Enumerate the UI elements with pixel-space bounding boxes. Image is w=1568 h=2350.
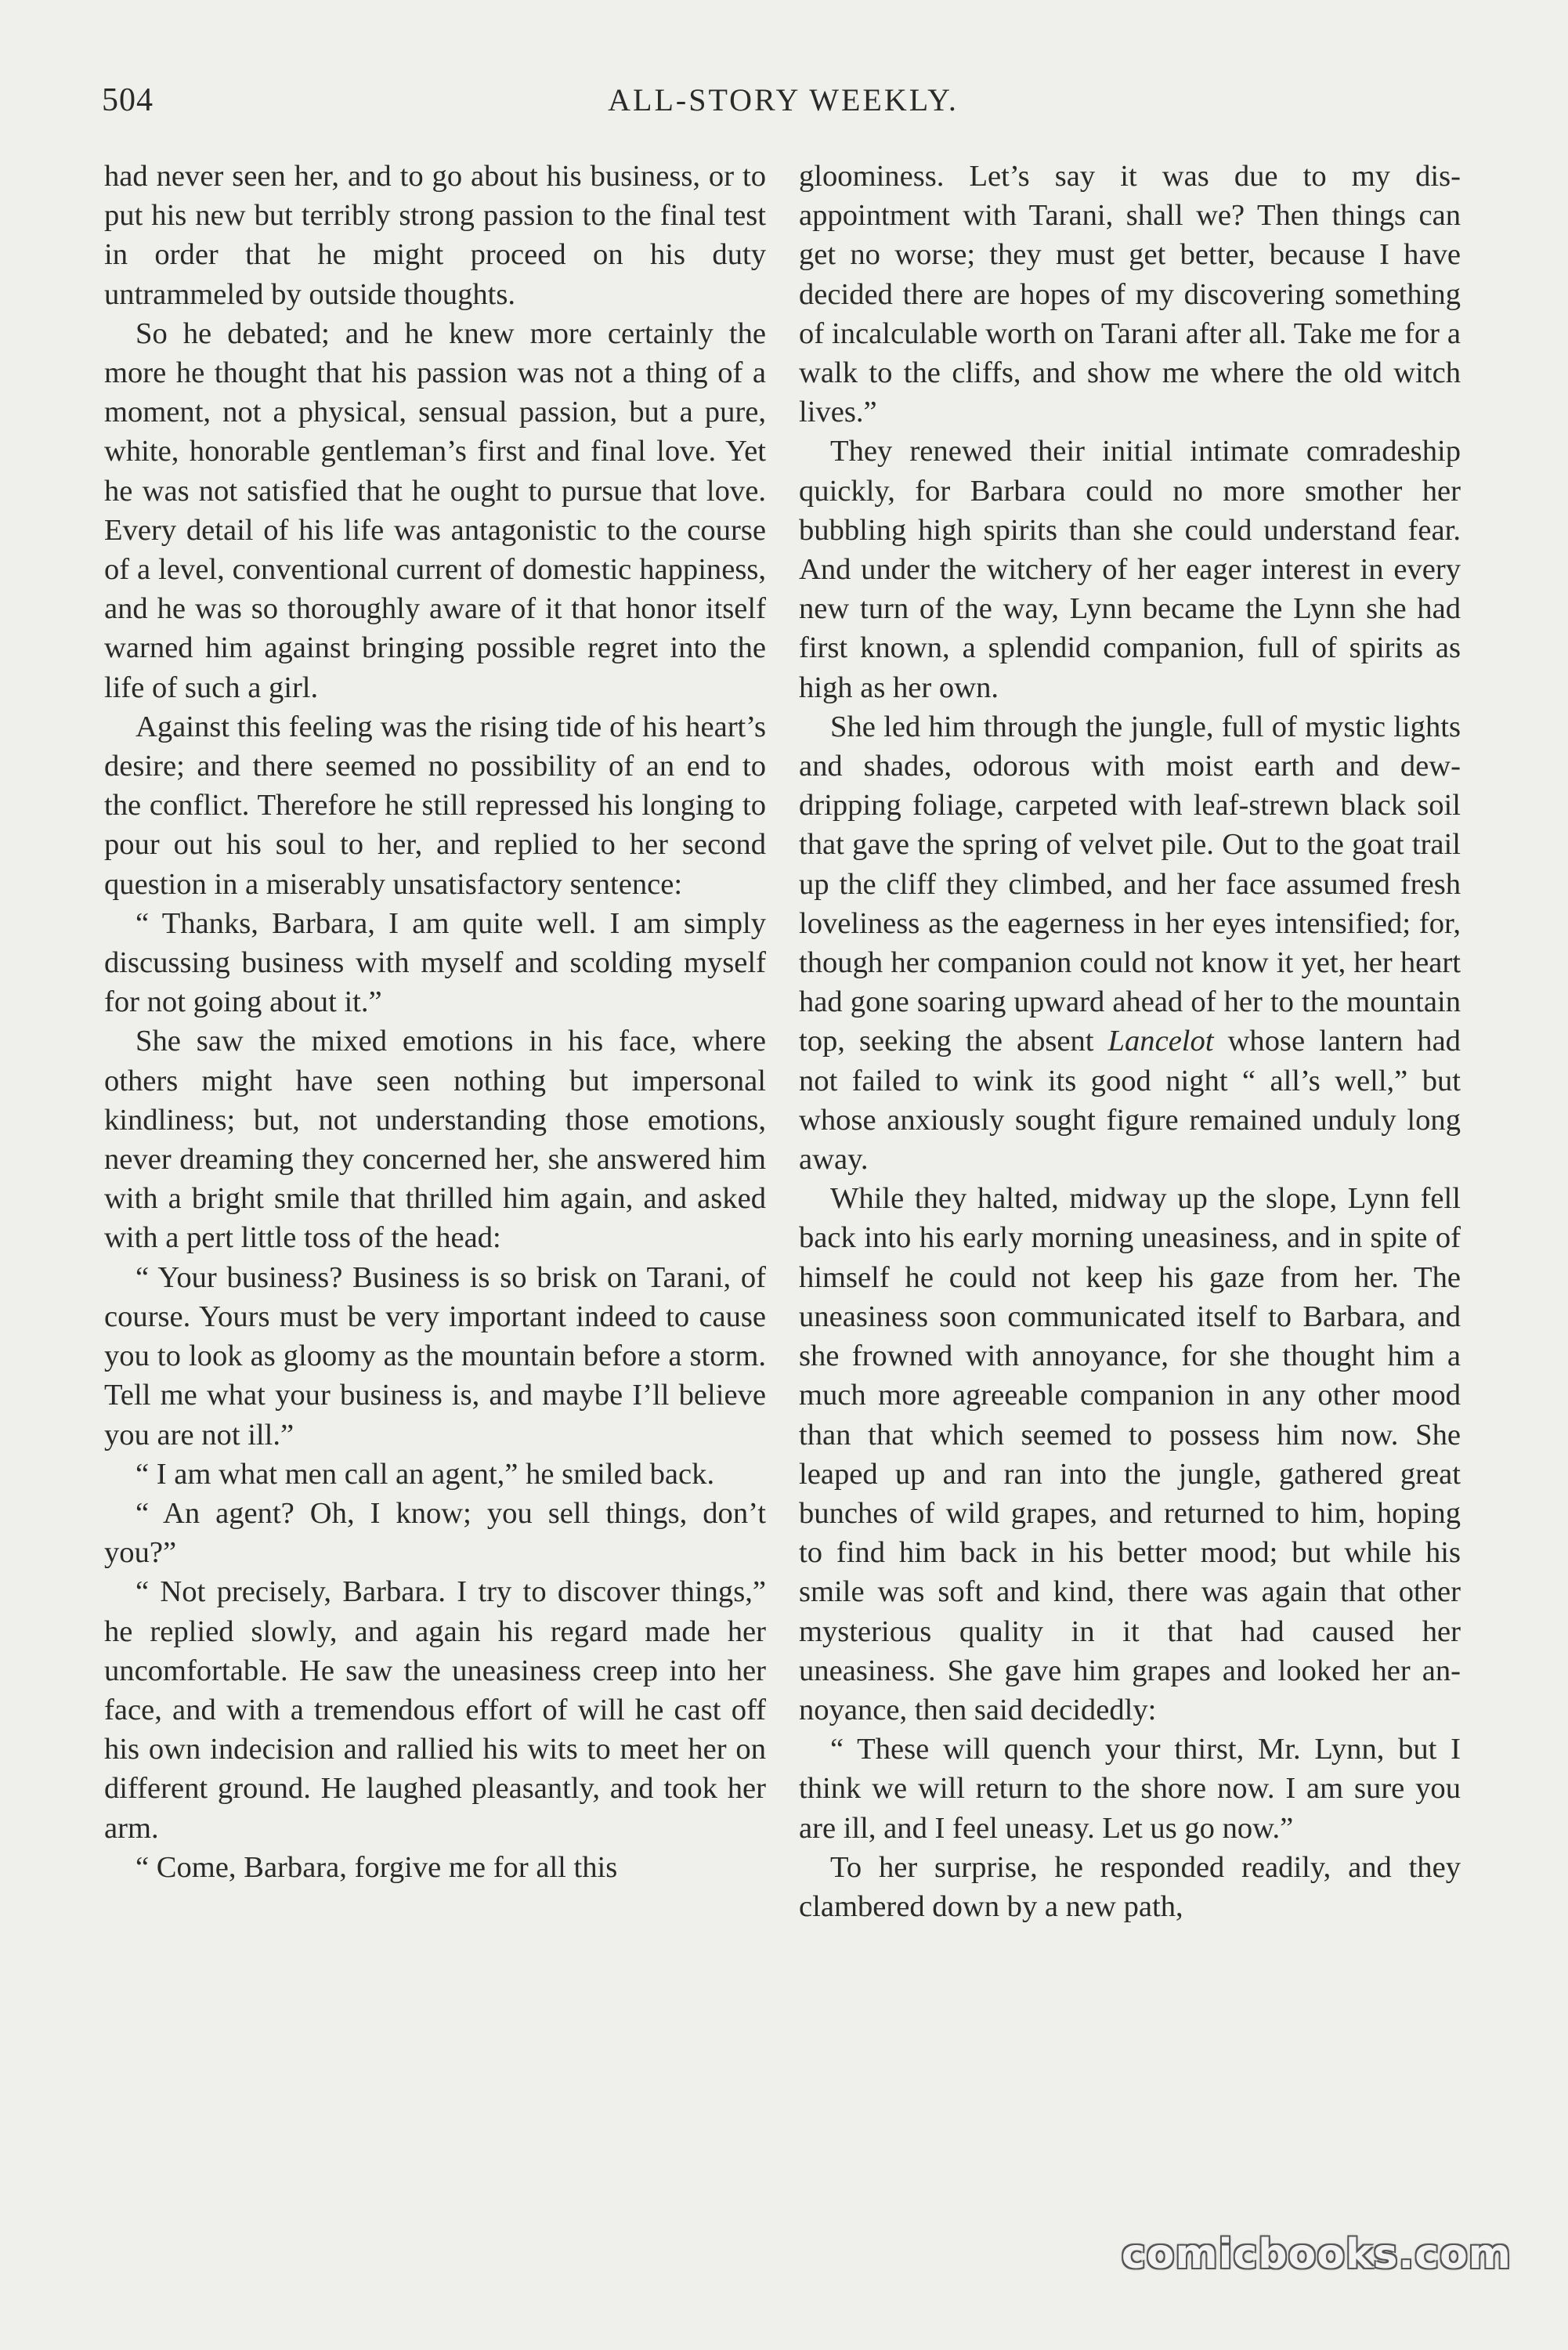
- paragraph: “ I am what men call an agent,” he smiled back.: [135, 1457, 715, 1491]
- paragraph: “ Thanks, Barbara, I am quite well. I am simply discussing business with myself and scolding myself for not going about it.”: [104, 906, 766, 1019]
- running-title: ALL-STORY WEEKLY.: [608, 82, 959, 118]
- paragraph: “ Your business? Business is so brisk on Tarani, of course. Yours must be very important indeed to cause you to look as gloomy as the mountain before a storm. Tell me what your business is, and maybe I’ll believe you are not ill.”: [104, 1260, 766, 1452]
- paragraph-text: whose lantern had not failed to wink its good night “ all’s well,” but whose anxiously sought figure remained unduly long away.: [799, 1025, 1461, 1177]
- page-header: [102, 81, 1465, 128]
- paragraph: gloominess. Let’s say it was due to my disappointment with Tarani, shall we? Then things can get no worse; they must get better, because I have decided there are hopes of my discovering something of incalculable worth on Tarani after all. Take me for a walk to the cliffs, and show me where the old witch lives.”: [799, 160, 1461, 429]
- paragraph: To her surprise, he responded readily, and they clambered down by a new path,: [799, 1850, 1461, 1923]
- paragraph: [799, 707, 1461, 1179]
- italic-name-lancelot: Lancelot: [1107, 1025, 1214, 1058]
- watermark: comicbooks.com: [1121, 2231, 1512, 2278]
- paragraph: “ An agent? Oh, I know; you sell things, don’t you?”: [104, 1496, 766, 1570]
- left-column: [104, 157, 766, 1887]
- page-number: 504: [102, 82, 154, 118]
- paragraph: “ Come, Barbara, forgive me for all this: [135, 1850, 618, 1884]
- paragraph: So he debated; and he knew more certainly the more he thought that his passion was not a thing of a moment, not a physical, sensual passion, but a pure, white, honorable gentleman’s first and final love. Yet he was not satisfied that he ought to pursue that love. Every detail of his life was antagonistic to the course of a level, conventional current of domestic happiness, and he was so thoroughly aware of it that honor itself warned him against bringing possible regret into the life of such a girl.: [104, 316, 766, 704]
- paragraph: “ These will quench your thirst, Mr. Lynn, but I think we will return to the shore now. I am sure you are ill, and I feel uneasy. Let us go now.”: [799, 1733, 1461, 1845]
- paragraph: Against this feeling was the rising tide of his heart’s desire; and there seemed no possibility of an end to the conflict. Therefore he still repressed his longing to pour out his soul to her, and replied to her second question in a miserably unsatisfactory sentence:: [104, 710, 766, 901]
- right-column: [799, 157, 1461, 1926]
- paragraph: While they halted, midway up the slope, Lynn fell back into his early morning uneasiness, and in spite of himself he could not keep his gaze from her. The uneasiness soon communicated itself to Barbara, and she frowned with annoyance, for she thought him a much more agreeable companion in any other mood than that which seemed to possess him now. She leaped up and ran into the jungle, gathered great bunches of wild grapes, and returned to him, hoping to find him back in his better mood; but while his smile was soft and kind, there was again that other mysterious quality in it that had caused her uneasiness. She gave him grapes and looked her annoyance, then said decidedly:: [799, 1182, 1461, 1726]
- paragraph: They renewed their initial intimate comradeship quickly, for Barbara could no more smother her bubbling high spirits than she could understand fear. And under the witchery of her eager interest in every new turn of the way, Lynn became the Lynn she had first known, a splendid companion, full of spirits as high as her own.: [799, 435, 1461, 704]
- paragraph-text: She led him through the jungle, full of mystic lights and shades, odorous with moist earth and dew-dripping foliage, carpeted with leaf-strewn black soil that gave the spring of velvet pile. Out to the goat trail up the cliff they climbed, and her face assumed fresh loveliness as the eagerness in her eyes intensified; for, though her companion could not know it yet, her heart had gone soaring upward ahead of her to the mountain top, seeking the absent: [799, 710, 1461, 1058]
- paragraph: had never seen her, and to go about his business, or to put his new but terribly strong passion to the final test in order that he might proceed on his duty untrammeled by outside thoughts.: [104, 160, 766, 311]
- paragraph: She saw the mixed emotions in his face, where others might have seen nothing but impersonal kindliness; but, not understanding those emotions, never dreaming they concerned her, she answered him with a bright smile that thrilled him again, and asked with a pert little toss of the head:: [104, 1025, 766, 1255]
- paragraph: “ Not precisely, Barbara. I try to discover things,” he replied slowly, and again his regard made her uncomfortable. He saw the uneasiness creep into her face, and with a tremendous effort of will he cast off his own indecision and rallied his wits to meet her on different ground. He laughed pleasantly, and took her arm.: [104, 1575, 766, 1845]
